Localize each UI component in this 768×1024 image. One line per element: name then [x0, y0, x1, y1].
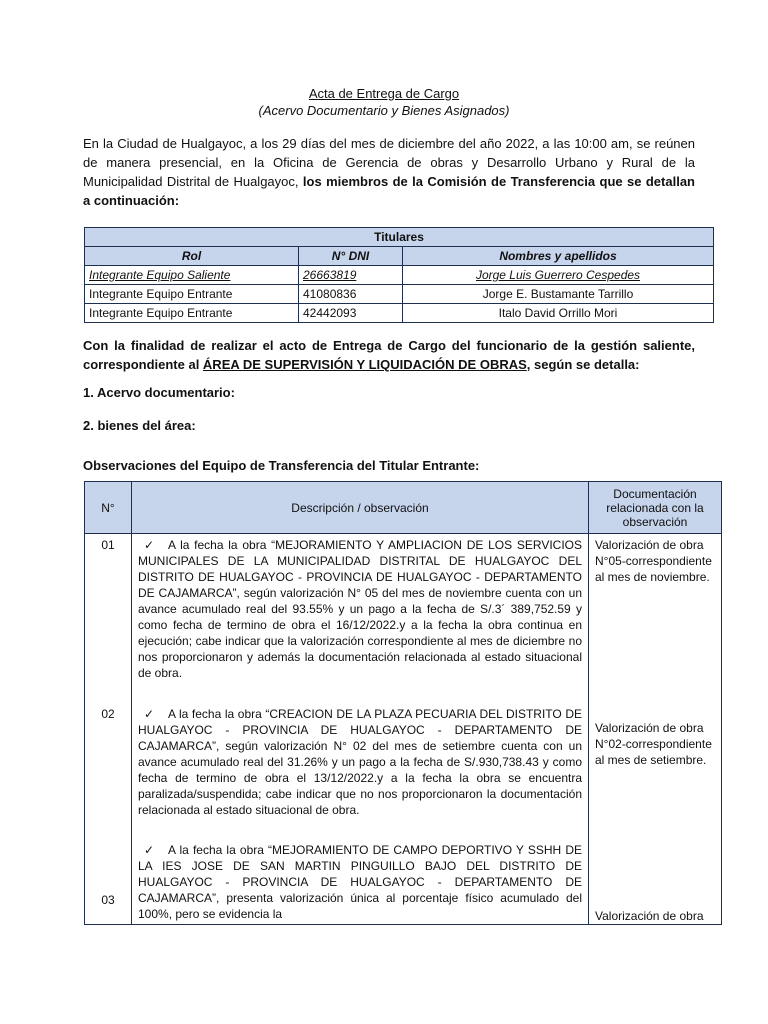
row-number: 03: [85, 842, 132, 925]
row-number: 02: [85, 706, 132, 842]
rol-cell: Integrante Equipo Saliente: [85, 266, 299, 285]
document-title: Acta de Entrega de Cargo: [308, 86, 460, 101]
col-documentation: Documentación relacionada con la observación: [589, 482, 722, 534]
observations-heading: Observaciones del Equipo de Transferencia del Titular Entrante:: [83, 458, 480, 473]
row-description: A la fecha la obra “MEJORAMIENTO DE CAMPO DEPORTIVO Y SSHH DE LA IES JOSE DE SAN MARTIN PINGUILLO BAJO DEL DISTRITO DE HUALGAYOC - PROVINCIA DE HUALGAYOC - DEPARTAMENTO DE CAJAMARCA”, presenta valorización única al porcentaje físico acumulado del 100%, pero se evidencia la: [138, 843, 582, 921]
table-row: [85, 706, 722, 842]
table-row: [85, 285, 714, 304]
item-bienes: 2. bienes del área:: [83, 418, 196, 433]
dni-cell: 42442093: [299, 304, 403, 323]
col-rol: Rol: [85, 247, 299, 266]
col-nombres: Nombres y apellidos: [403, 247, 714, 266]
rol-cell: Integrante Equipo Entrante: [85, 304, 299, 323]
item-acervo: 1. Acervo documentario:: [83, 385, 235, 400]
row-description: A la fecha la obra “MEJORAMIENTO Y AMPLIACION DE LOS SERVICIOS MUNICIPALES DE LA MUNICIPALIDAD DISTRITAL DE HUALGAYOC DEL DISTRITO DE HUALGAYOC - PROVINCIA DE HUALGAYOC - DEPARTAMENTO DE CAJAMARCA”, según valorización N° 05 del mes de noviembre cuenta con un avance acumulado real del 93.55% y un pago a la fecha de S/.3´ 389,752.59 y como fecha de termino de obra el 16/12/2022.y a la fecha la obra continua en ejecución; cabe indicar que la valorización correspondiente al mes de diciembre no nos proporcionaron y además la documentación relacionada al estado situacional de obra.: [138, 538, 582, 680]
nombre-cell: Italo David Orrillo Mori: [403, 304, 714, 323]
checkmark-icon: ✓: [144, 707, 155, 721]
checkmark-icon: ✓: [144, 538, 155, 552]
row-description: A la fecha la obra “CREACION DE LA PLAZA PECUARIA DEL DISTRITO DE HUALGAYOC - PROVINCIA DE HUALGAYOC - DEPARTAMENTO DE CAJAMARCA”, según valorización N° 02 del mes de setiembre cuenta con un avance acumulado real del 31.26% y un pago a la fecha de S/.930,738.43 y como fecha de termino de obra el 13/12/2022.y a la fecha la obra se encuentra paralizada/suspendida; cabe indicar que no nos proporcionaron la documentación relacionada al estado situacional de obra.: [138, 707, 582, 817]
titulares-heading: Titulares: [85, 228, 714, 247]
table-row: [85, 266, 714, 285]
col-number: N°: [85, 482, 132, 534]
dni-cell: 41080836: [299, 285, 403, 304]
observations-table: [84, 481, 722, 925]
purpose-text-end: , según se detalla:: [526, 357, 640, 372]
nombre-cell: Jorge Luis Guerrero Cespedes: [403, 266, 714, 285]
rol-cell: Integrante Equipo Entrante: [85, 285, 299, 304]
titulares-table: [84, 227, 714, 323]
intro-bold-text: los miembros de la Comisión de Transferencia que se detallan a continuación:: [83, 174, 695, 208]
dni-cell: 26663819: [299, 266, 403, 285]
purpose-paragraph: [83, 336, 695, 374]
row-documentation: Valorización de obra: [595, 909, 704, 923]
row-documentation: Valorización de obra N°02-correspondiente al mes de setiembre.: [595, 721, 712, 767]
document-subtitle: (Acervo Documentario y Bienes Asignados): [258, 103, 510, 118]
purpose-area: ÁREA DE SUPERVISIÓN Y LIQUIDACIÓN DE OBRAS: [202, 357, 527, 372]
table-row: [85, 842, 722, 925]
row-documentation: Valorización de obra N°05-correspondiente al mes de noviembre.: [595, 538, 712, 584]
table-row: [85, 304, 714, 323]
nombre-cell: Jorge E. Bustamante Tarrillo: [403, 285, 714, 304]
purpose-text: Con la finalidad de realizar el acto de Entrega de Cargo del funcionario de la gestión saliente, correspondiente al: [83, 338, 695, 372]
checkmark-icon: ✓: [144, 843, 155, 857]
col-description: Descripción / observación: [132, 482, 589, 534]
row-number: 01: [85, 534, 132, 707]
table-row: [85, 534, 722, 707]
col-dni: N° DNI: [299, 247, 403, 266]
intro-text: En la Ciudad de Hualgayoc, a los 29 días del mes de diciembre del año 2022, a las 10:00 am, se reúnen de manera presencial, en la Oficina de Gerencia de obras y Desarrollo Urbano y Rural de la Municipalidad Distrital de Hualgayoc,: [83, 136, 695, 189]
intro-paragraph: [83, 134, 695, 210]
